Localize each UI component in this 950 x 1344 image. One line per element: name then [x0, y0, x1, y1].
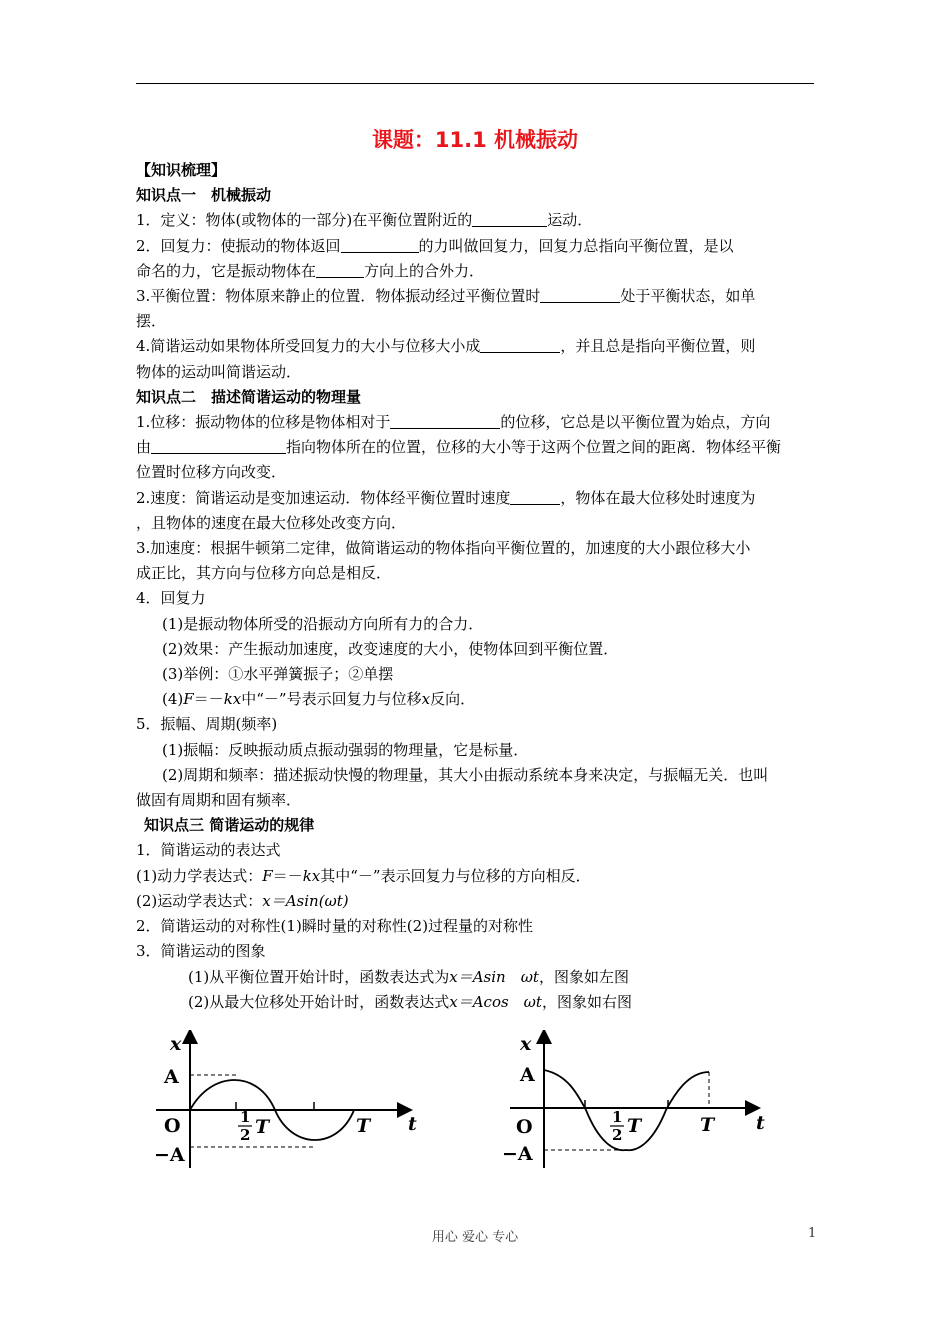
graph-cosine — [498, 1030, 778, 1170]
header-rule — [136, 83, 814, 84]
kp3-line-3-2: (2)从最大位移处开始计时，函数表达式x＝Acos ωt，图象如右图 — [188, 992, 632, 1011]
cosine-curve — [544, 1070, 709, 1150]
x-axis-label: t — [756, 1112, 765, 1134]
graph-sine — [150, 1030, 420, 1170]
neg-amp-label: −A — [154, 1144, 185, 1166]
kp2-line-1-cont: 由 指向物体所在的位置，位移的大小等于这两个位置之间的距离．物体经平衡 — [136, 438, 782, 457]
kp3-line-1: 1．简谐运动的表达式 — [136, 841, 281, 860]
kp2-line-2: 2.速度：简谐运动是变加速运动．物体经平衡位置时速度 ，物体在最大位移处时速度为 — [136, 488, 756, 507]
answer-blank[interactable] — [540, 287, 620, 303]
page-title: 课题：11.1 机械振动 — [371, 128, 579, 152]
answer-blank[interactable] — [151, 438, 286, 454]
neg-amp-label: −A — [502, 1143, 533, 1165]
y-axis-label: x — [520, 1033, 532, 1055]
kp2-line-3: 3.加速度：根据牛顿第二定律，做简谐运动的物体指向平衡位置的，加速度的大小跟位移大小 — [136, 539, 751, 558]
kp2-line-1: 1.位移：振动物体的位移是物体相对于 的位移，它总是以平衡位置为始点，方向 — [136, 413, 771, 432]
y-axis-label: x — [170, 1033, 182, 1055]
origin-label: O — [516, 1116, 533, 1138]
kp2-line-4-1: (1)是振动物体所受的沿振动方向所有力的合力． — [162, 614, 484, 633]
kp2-line-4-4: (4)F＝－kx中“－”号表示回复力与位移x反向． — [162, 690, 476, 709]
kp3-line-1-1: (1)动力学表达式：F＝－kx其中“－”表示回复力与位移的方向相反． — [136, 866, 591, 885]
kp2-line-5-1: (1)振幅：反映振动质点振动强弱的物理量，它是标量． — [162, 740, 529, 759]
half-T-label: T — [255, 1116, 270, 1138]
kp3-line-1-2: (2)运动学表达式：x＝Asin(ωt) — [136, 891, 349, 910]
kp1-line-4: 4.简谐运动如果物体所受回复力的大小与位移大小成 ，并且总是指向平衡位置，则 — [136, 337, 756, 356]
kp1-line-1: 1．定义：物体(或物体的一部分)在平衡位置附近的 运动． — [136, 211, 593, 230]
section-header: 【知识梳理】 — [136, 161, 227, 179]
page-number: 1 — [808, 1226, 817, 1241]
kp1-line-4-cont: 物体的运动叫简谐运动． — [136, 362, 302, 381]
half-T-label: T — [627, 1115, 642, 1137]
answer-blank[interactable] — [480, 337, 560, 353]
answer-blank[interactable] — [472, 211, 547, 227]
kp2-line-4-3: (3)举例：①水平弹簧振子；②单摆 — [162, 665, 394, 684]
origin-label: O — [164, 1115, 181, 1137]
answer-blank[interactable] — [316, 262, 364, 278]
x-axis-label: t — [408, 1113, 417, 1135]
half-numerator: 1 — [612, 1108, 623, 1126]
kp2-line-3-cont: 成正比，其方向与位移方向总是相反． — [136, 564, 392, 583]
kp1-line-3: 3.平衡位置：物体原来静止的位置．物体振动经过平衡位置时 处于平衡状态，如单 — [136, 287, 756, 306]
kp2-line-1-end: 位置时位移方向改变． — [136, 463, 287, 482]
answer-blank[interactable] — [510, 489, 560, 505]
document-body — [136, 158, 816, 1015]
amp-label: A — [520, 1064, 535, 1086]
kp2-line-4-2: (2)效果：产生振动加速度，改变速度的大小，使物体回到平衡位置． — [162, 639, 619, 658]
amp-label: A — [164, 1066, 179, 1088]
period-label: T — [356, 1115, 371, 1137]
kp2-line-4: 4．回复力 — [136, 589, 206, 608]
kp2-line-5-2-cont: 做固有周期和固有频率． — [136, 791, 302, 810]
half-denominator: 2 — [612, 1126, 623, 1144]
kp1-line-2: 2．回复力：使振动的物体返回 的力叫做回复力，回复力总指向平衡位置，是以 — [136, 236, 734, 255]
kp2-line-5-2: (2)周期和频率：描述振动快慢的物理量，其大小由振动系统本身来决定，与振幅无关．也叫 — [162, 765, 769, 784]
page-footer: 用心 爱心 专心 — [431, 1230, 519, 1245]
kp2-line-2-cont: ，且物体的速度在最大位移处改变方向． — [136, 513, 407, 532]
kp3-line-3: 3．简谐运动的图象 — [136, 942, 266, 961]
period-label: T — [700, 1114, 715, 1136]
kp3-line-2: 2．简谐运动的对称性(1)瞬时量的对称性(2)过程量的对称性 — [136, 917, 534, 936]
answer-blank[interactable] — [390, 413, 500, 429]
answer-blank[interactable] — [341, 237, 419, 253]
kp1-heading: 知识点一 机械振动 — [136, 186, 272, 205]
kp3-line-3-1: (1)从平衡位置开始计时，函数表达式为x＝Asin ωt，图象如左图 — [188, 967, 629, 986]
half-numerator: 1 — [240, 1108, 251, 1126]
kp3-heading: 知识点三 简谐运动的规律 — [144, 816, 315, 835]
kp1-line-2-cont: 命名的力，它是振动物体在 方向上的合外力． — [136, 261, 485, 280]
half-denominator: 2 — [240, 1126, 251, 1144]
kp1-line-3-cont: 摆． — [136, 312, 167, 331]
kp2-heading: 知识点二 描述简谐运动的物理量 — [136, 387, 362, 406]
kp2-line-5: 5．振幅、周期(频率) — [136, 715, 278, 734]
